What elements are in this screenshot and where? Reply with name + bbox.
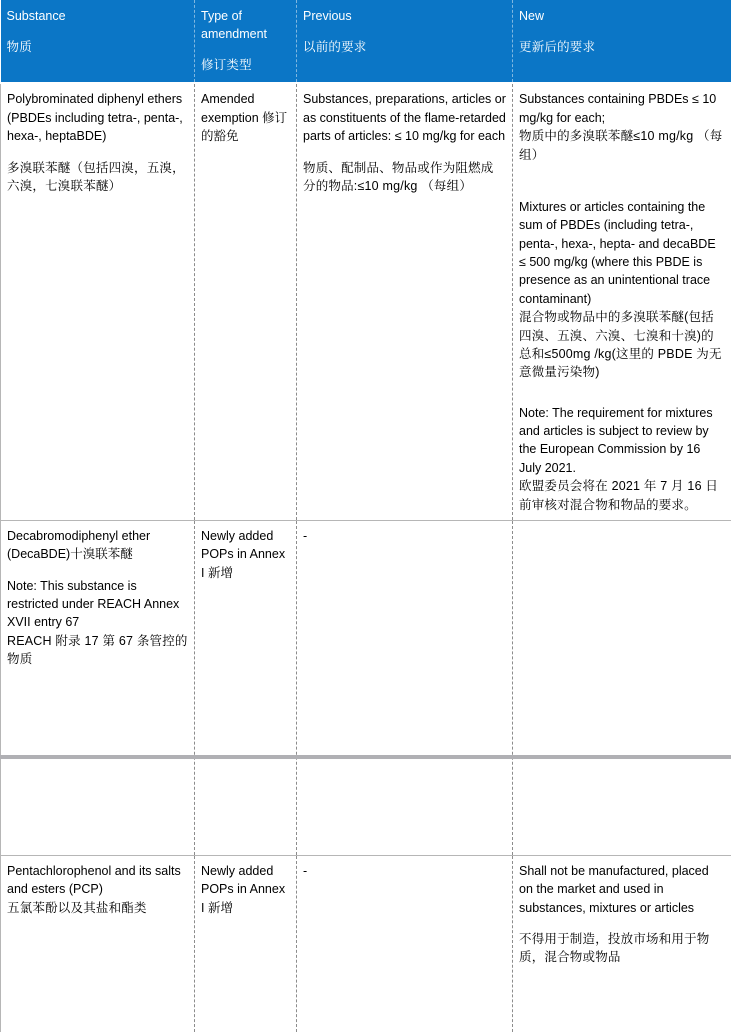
column-header-type-of-amendment-en: Type of amendment	[201, 7, 290, 43]
cell-new-requirement	[513, 520, 731, 855]
amendment-type-text: Amended exemption 修订的豁免	[201, 90, 290, 145]
substance-name-zh: 五氯苯酚以及其盐和酯类	[7, 899, 188, 917]
new-requirement-note-en: Note: The requirement for mixtures and articles is subject to review by the European Commission by 16 July 2021.	[519, 404, 725, 478]
column-header-previous-en: Previous	[303, 7, 506, 25]
table-header	[1, 0, 731, 83]
new-requirement-note-zh: 欧盟委员会将在 2021 年 7 月 16 日前审核对混合物和物品的要求。	[519, 477, 725, 514]
substance-name-en: Pentachlorophenol and its salts and esters (PCP)	[7, 862, 188, 899]
substance-note-zh: REACH 附录 17 第 67 条管控的物质	[7, 632, 188, 669]
previous-requirement-zh: 物质、配制品、物品或作为阻燃成分的物品:≤10 mg/kg （每组）	[303, 159, 506, 196]
cell-substance	[1, 83, 195, 520]
substance-name-zh: 多溴联苯醚（包括四溴，五溴，六溴，七溴联苯醚）	[7, 159, 188, 196]
new-requirement-en-2: Mixtures or articles containing the sum of PBDEs (including tetra-, penta-, hexa-, hepta- and decaBDE ≤ 500 mg/kg (where this PBDE is presence as an unintentional trace contaminant)	[519, 198, 725, 308]
new-requirement-zh-1: 不得用于制造，投放市场和用于物质，混合物或物品	[519, 930, 725, 967]
cell-previous-requirement	[297, 83, 513, 520]
column-header-previous-zh: 以前的要求	[303, 38, 506, 56]
cell-new-requirement	[513, 83, 731, 520]
amendment-type-text: Newly added POPs in Annex I 新增	[201, 527, 290, 582]
column-header-new-zh: 更新后的要求	[519, 38, 726, 56]
column-header-type-of-amendment	[195, 0, 297, 83]
column-header-substance-en: Substance	[7, 7, 189, 25]
substance-name-en: Polybrominated diphenyl ethers (PBDEs including tetra-, penta-, hexa-, heptaBDE)	[7, 90, 188, 145]
table-row	[1, 520, 731, 855]
column-header-substance	[1, 0, 195, 83]
table-body	[1, 83, 731, 1032]
cell-amendment-type	[195, 520, 297, 855]
table-bottom-rule	[0, 755, 731, 759]
cell-previous-requirement	[297, 855, 513, 1032]
table-header-row	[1, 0, 731, 83]
new-requirement-zh-2: 混合物或物品中的多溴联苯醚(包括四溴、五溴、六溴、七溴和十溴)的总和≤500mg /kg(这里的 PBDE 为无意微量污染物)	[519, 308, 725, 382]
new-requirement-en-1: Substances containing PBDEs ≤ 10 mg/kg for each;	[519, 90, 725, 127]
substance-note-en: Note: This substance is restricted under REACH Annex XVII entry 67	[7, 577, 188, 632]
previous-requirement-en: -	[303, 527, 506, 545]
table-row	[1, 855, 731, 1032]
column-header-type-of-amendment-zh: 修订类型	[201, 56, 290, 74]
cell-amendment-type	[195, 83, 297, 520]
substance-name-en: Decabromodiphenyl ether (DecaBDE)十溴联苯醚	[7, 527, 188, 564]
amendment-type-text: Newly added POPs in Annex I 新增	[201, 862, 290, 917]
cell-substance	[1, 520, 195, 855]
cell-new-requirement	[513, 855, 731, 1032]
new-requirement-en-1: Shall not be manufactured, placed on the market and used in substances, mixtures or articles	[519, 862, 725, 917]
cell-substance	[1, 855, 195, 1032]
column-header-new-en: New	[519, 7, 726, 25]
previous-requirement-en: -	[303, 862, 506, 880]
column-header-new	[513, 0, 731, 83]
table-row	[1, 83, 731, 520]
column-header-substance-zh: 物质	[7, 38, 189, 56]
cell-previous-requirement	[297, 520, 513, 855]
column-header-previous	[297, 0, 513, 83]
cell-amendment-type	[195, 855, 297, 1032]
new-requirement-zh-1: 物质中的多溴联苯醚≤10 mg/kg （每组）	[519, 127, 725, 164]
previous-requirement-en: Substances, preparations, articles or as constituents of the flame-retarded parts of articles: ≤ 10 mg/kg for each	[303, 90, 506, 145]
